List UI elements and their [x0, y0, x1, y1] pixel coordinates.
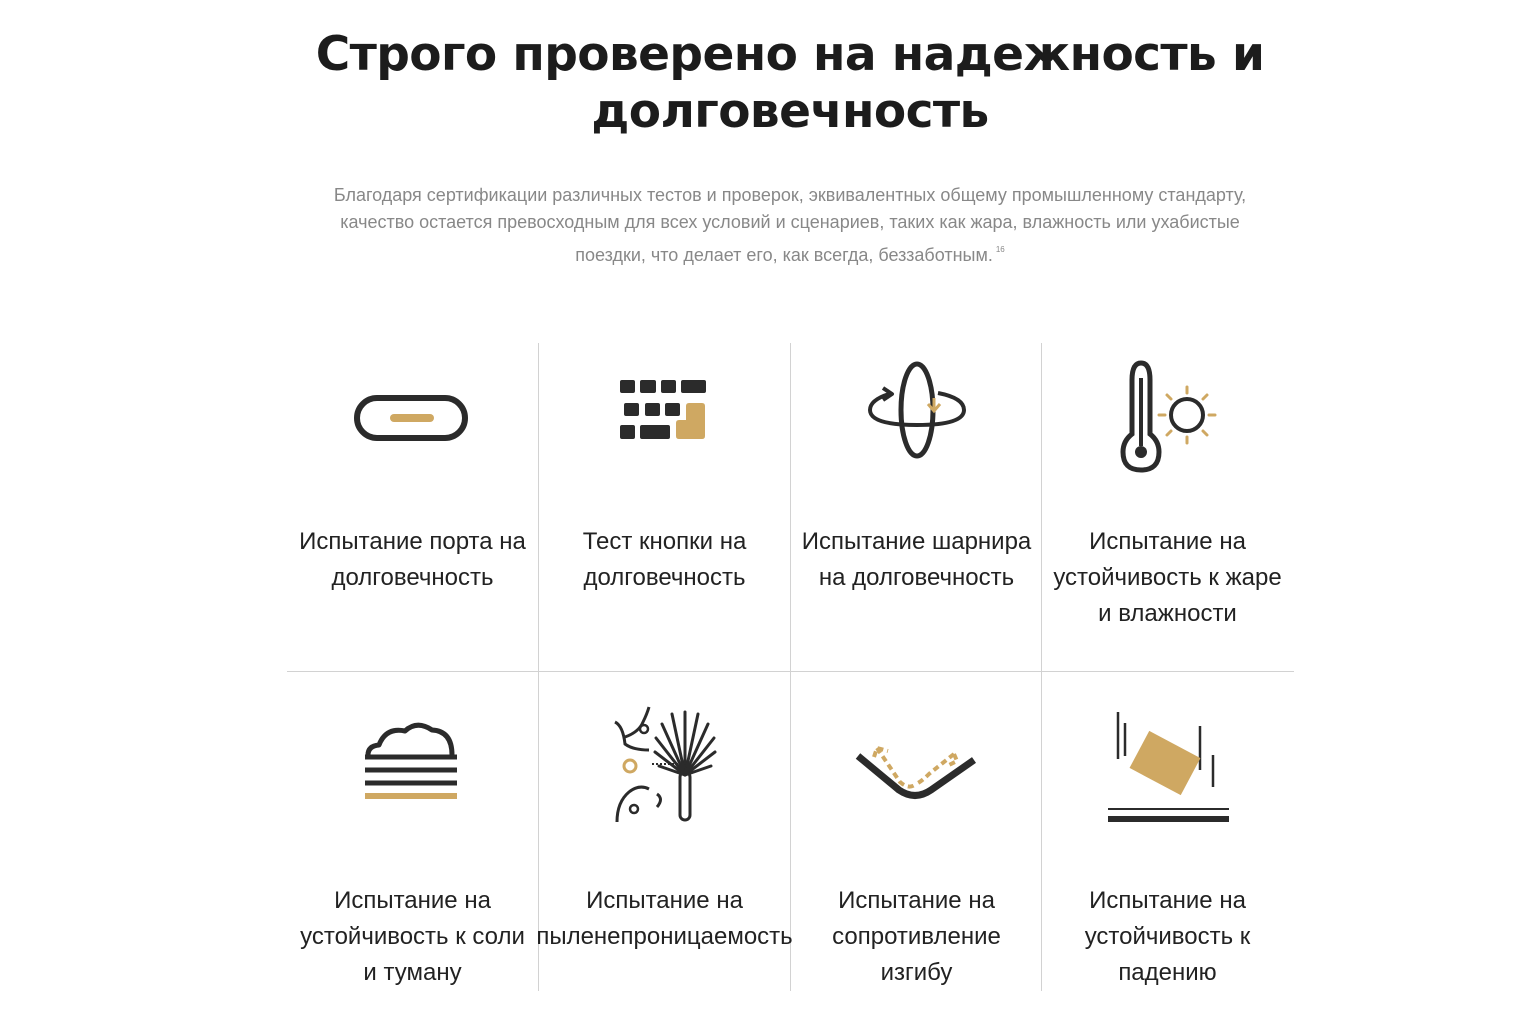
- description-line-3: [290, 236, 1290, 269]
- test-label-line: сопротивление: [832, 923, 1001, 950]
- test-label-line: пыленепроницаемость: [536, 923, 793, 950]
- grid-divider-horizontal: [287, 671, 1294, 672]
- hinge-rotation-icon: [791, 358, 1042, 478]
- bend-icon: [791, 702, 1042, 822]
- description-line-1: Благодаря сертификации различных тестов и проверок, эквивалентных общему промышленному стандарту,: [333, 185, 1247, 205]
- test-label: [1036, 883, 1299, 991]
- drop-icon: [1042, 702, 1293, 822]
- section-title-line-2: долговечность: [591, 84, 989, 139]
- test-label-line: Испытание на: [1089, 528, 1246, 555]
- cloud-fog-icon: [287, 717, 538, 837]
- test-label-line: Испытание порта на: [299, 528, 526, 555]
- test-label-line: изгибу: [880, 959, 953, 986]
- test-label: [1036, 524, 1299, 632]
- port-icon: [287, 358, 538, 478]
- section-description: [290, 182, 1290, 269]
- test-label-line: Испытание шарнира: [801, 528, 1032, 555]
- test-label-line: Испытание на: [838, 887, 995, 914]
- test-label: [533, 524, 796, 596]
- test-label: [281, 524, 544, 596]
- section-title: [0, 26, 1534, 140]
- test-label-line: Испытание на: [586, 887, 743, 914]
- test-label-line: на долговечность: [818, 564, 1015, 591]
- test-label-line: устойчивость к соли: [300, 923, 525, 950]
- keyboard-icon: [539, 358, 790, 478]
- test-label-line: Тест кнопки на: [582, 528, 747, 555]
- test-label-line: долговечность: [331, 564, 494, 591]
- tests-grid: [287, 343, 1294, 991]
- footnote-marker[interactable]: 16: [995, 245, 1005, 254]
- test-label-line: устойчивость к: [1084, 923, 1251, 950]
- test-label-line: Испытание на: [1089, 887, 1246, 914]
- test-label-line: устойчивость к жаре: [1053, 564, 1282, 591]
- test-label-line: долговечность: [583, 564, 746, 591]
- description-line-3-text: поездки, что делает его, как всегда, беззаботным.: [575, 245, 993, 265]
- test-label-line: Испытание на: [334, 887, 491, 914]
- test-label: [785, 524, 1048, 596]
- test-label-line: падению: [1118, 959, 1217, 986]
- thermometer-sun-icon: [1042, 358, 1293, 478]
- section-title-line-1: Строго проверено на надежность и: [315, 27, 1265, 82]
- test-label: [281, 883, 544, 991]
- dust-brush-icon: [539, 702, 790, 822]
- test-label-line: и влажности: [1098, 600, 1237, 627]
- test-label: [785, 883, 1048, 991]
- description-line-2: качество остается превосходным для всех условий и сценариев, таких как жара, влажность или ухабистые: [340, 212, 1240, 232]
- test-label-line: и туману: [363, 959, 462, 986]
- test-label: [533, 883, 796, 955]
